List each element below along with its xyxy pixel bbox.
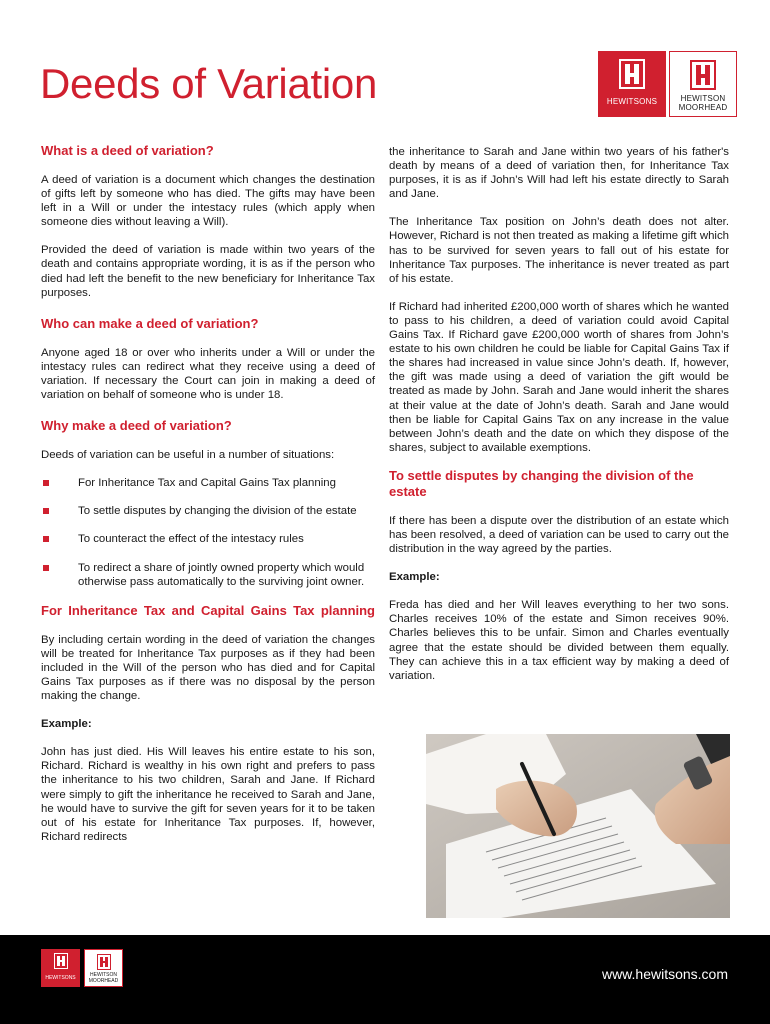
signing-document-photo (426, 734, 730, 918)
list-item-text: For Inheritance Tax and Capital Gains Tax planning (78, 477, 336, 490)
list-item (41, 504, 375, 518)
list-item-text: To counteract the effect of the intestacy rules (78, 533, 304, 546)
heading-what-is: What is a deed of variation? (41, 143, 214, 158)
logo-name: HEWITSONS (45, 975, 76, 981)
hewitsons-logo[interactable] (598, 51, 666, 117)
paragraph: By including certain wording in the deed of variation the changes will be treated for Inheritance Tax purposes as if they had been included in the Will of the person who has died and for Capital Gains Tax purposes as if there was no disposal by the person making the change. (41, 633, 375, 703)
list-item-text: To settle disputes by changing the division of the estate (78, 505, 357, 518)
logo-name-line1: HEWITSON (680, 94, 726, 103)
hewitson-moorhead-logo[interactable] (669, 51, 737, 117)
h-monogram-icon (97, 954, 111, 970)
list-item (41, 532, 375, 546)
left-column (41, 143, 375, 844)
list-item (41, 561, 375, 589)
h-monogram-icon (690, 60, 716, 90)
logo-name-line2: MOORHEAD (678, 103, 728, 112)
logo-name-line2: MOORHEAD (88, 977, 119, 984)
footer-hewitsons-logo[interactable] (41, 949, 80, 987)
list-item-text: To redirect a share of jointly owned property which would otherwise pass automatically to the surviving joint owner. (78, 561, 365, 588)
h-monogram-icon (54, 953, 68, 969)
heading-who-can: Who can make a deed of variation? (41, 315, 259, 331)
paragraph: Deeds of variation can be useful in a number of situations: (41, 449, 335, 462)
bullet-square-icon (43, 565, 49, 571)
paragraph: A deed of variation is a document which changes the destination of gifts left by someone who has died. The gifts may have been left in a Will or under the intestacy rules (which apply when someone dies without leaving a Will). (41, 174, 375, 229)
paragraph: Anyone aged 18 or over who inherits under a Will or under the intestacy rules can redirect what they receive using a deed of variation. If necessary the Court can join in making a deed of variation on behalf of someone who is under 18. (41, 346, 375, 402)
example-label: Example: (41, 718, 92, 731)
footer-hewitson-moorhead-logo[interactable] (84, 949, 123, 987)
heading-settle-disputes: To settle disputes by changing the division of the estate (389, 467, 694, 499)
h-monogram-icon (619, 59, 645, 89)
bullet-square-icon (43, 536, 49, 542)
example-label: Example: (389, 571, 440, 584)
right-column (389, 145, 729, 683)
paragraph: the inheritance to Sarah and Jane within two years of his father's death by means of a deed of variation then, for Inheritance Tax purposes, it is as if John’s Will had left his estate directly to Sarah and Jane. (389, 146, 729, 201)
paragraph: John has just died. His Will leaves his entire estate to his son, Richard. Richard is wealthy in his own right and prefers to pass the inheritance to his two children, Sarah and Jane. If Richard were simply to gift the inheritance he received to Sarah and Jane, he would have to survive the gift for seven years for it to be taken out of his estate for Inheritance Tax purposes. If, however, Richard redirects (41, 746, 375, 843)
bullet-square-icon (43, 480, 49, 486)
paragraph: Freda has died and her Will leaves everything to her two sons. Charles receives 10% of the estate and Simon receives 90%. Charles believes this to be unfair. Simon and Charles eventually agree that the estate should be divided between them equally. They can achieve this in a tax efficient way by making a deed of variation. (389, 599, 729, 682)
list-item (41, 476, 375, 490)
website-link[interactable]: www.hewitsons.com (601, 966, 728, 982)
paragraph: If there has been a dispute over the distribution of an estate which has been resolved, a deed of variation can be used to carry out the distribution in the way agreed by the parties. (389, 514, 729, 556)
paragraph: The Inheritance Tax position on John’s death does not alter. However, Richard is not then treated as making a lifetime gift which has to be survived for seven years to fall out of his estate for Inheritance Tax purposes. The inheritance is never treated as part of his estate. (389, 216, 729, 285)
logo-name (85, 973, 122, 984)
heading-tax-planning: For Inheritance Tax and Capital Gains Tax planning (41, 602, 375, 618)
page-title: Deeds of Variation (40, 60, 378, 107)
paragraph: If Richard had inherited £200,000 worth of shares which he wanted to pass to his children, a deed of variation could avoid Capital Gains Tax. If Richard gave £200,000 worth of shares from John’s estate to his own children he could be liable for Capital Gains Tax if the shares had increased in value since John’s death. If, however, the gift was made using a deed of variation the gift would be treated as made by John. Sarah and Jane would inherit the shares at their value at the date of John’s death. Sarah and Jane would then be liable for Capital Gains Tax on any increase in the value between John’s death and the date on which they dispose of the shares, subject to available exemptions. (389, 300, 729, 454)
situations-list (41, 476, 375, 588)
heading-why: Why make a deed of variation? (41, 418, 232, 434)
logo-name (670, 94, 736, 112)
bullet-square-icon (43, 508, 49, 514)
signing-photo-illustration (426, 734, 730, 918)
paragraph: Provided the deed of variation is made within two years of the death and contains appropriate wording, it is as if the person who died had left the benefit to the new beneficiary for Inheritance Tax purposes. (41, 244, 375, 299)
logo-name: HEWITSONS (606, 97, 658, 106)
logo-name-line1: HEWITSON (90, 972, 117, 978)
